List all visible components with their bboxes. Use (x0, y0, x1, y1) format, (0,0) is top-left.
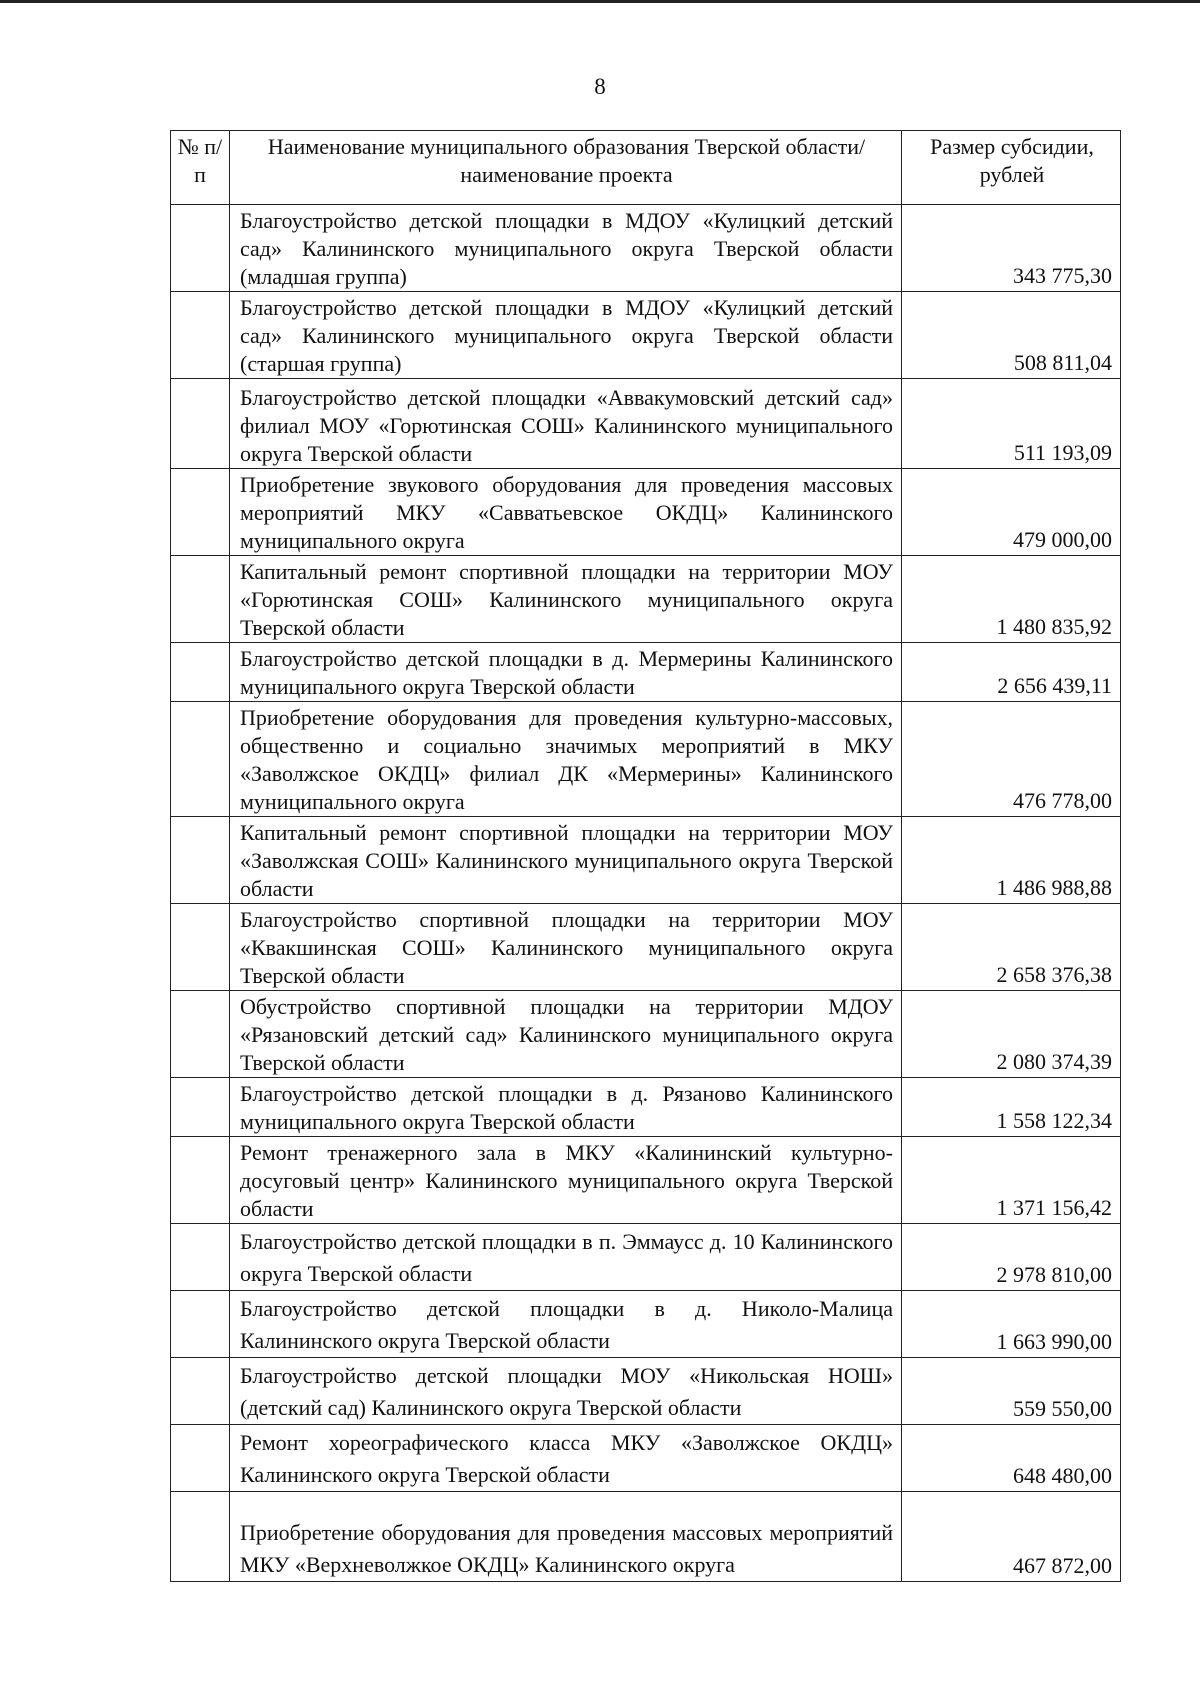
header-number (171, 131, 230, 205)
row-number-cell (171, 643, 230, 702)
project-name-cell (230, 292, 902, 379)
subsidy-amount: 479 000,00 (1013, 527, 1112, 552)
subsidy-amount-cell (902, 1224, 1121, 1291)
row-number-cell (171, 1492, 230, 1582)
table-row (171, 1224, 1121, 1291)
subsidy-amount: 467 872,00 (1013, 1553, 1112, 1578)
subsidy-amount-cell (902, 1425, 1121, 1492)
row-number-cell (171, 469, 230, 556)
project-name: Благоустройство детской площадки в п. Эммаусс д. 10 Калининского округа Тверской области (240, 1229, 893, 1286)
subsidy-amount-cell (902, 702, 1121, 817)
project-name: Благоустройство детской площадки в МДОУ «Кулицкий детский сад» Калининского муниципального округа Тверской области (старшая группа) (240, 295, 893, 376)
table-row (171, 1291, 1121, 1358)
table-row (171, 904, 1121, 991)
header-amount-label: Размер субсидии, рублей (930, 134, 1094, 187)
row-number-cell (171, 292, 230, 379)
subsidy-amount-cell (902, 556, 1121, 643)
subsidy-amount-cell (902, 205, 1121, 292)
project-name: Благоустройство детской площадки в д. Рязаново Калининского муниципального округа Тверской области (240, 1081, 893, 1134)
table-row (171, 1078, 1121, 1137)
table-row (171, 991, 1121, 1078)
project-name: Благоустройство детской площадки в д. Мермерины Калининского муниципального округа Тверской области (240, 646, 893, 699)
table-row (171, 1492, 1121, 1582)
row-number-cell (171, 1425, 230, 1492)
project-name-cell (230, 205, 902, 292)
row-number-cell (171, 904, 230, 991)
project-name-cell (230, 1425, 902, 1492)
table-row (171, 643, 1121, 702)
row-number-cell (171, 379, 230, 469)
project-name-cell (230, 1492, 902, 1582)
row-number-cell (171, 1137, 230, 1224)
subsidy-amount: 2 658 376,38 (996, 962, 1112, 987)
subsidy-amount: 508 811,04 (1013, 350, 1112, 375)
subsidy-amount: 2 080 374,39 (996, 1049, 1112, 1074)
project-name-cell (230, 904, 902, 991)
subsidy-amount-cell (902, 817, 1121, 904)
subsidy-amount-cell (902, 1078, 1121, 1137)
row-number-cell (171, 702, 230, 817)
project-name: Капитальный ремонт спортивной площадки на территории МОУ «Горютинская СОШ» Калининского муниципального округа Тверской области (240, 559, 893, 640)
subsidy-amount-cell (902, 643, 1121, 702)
table-row (171, 379, 1121, 469)
table-row (171, 469, 1121, 556)
project-name-cell (230, 469, 902, 556)
project-name: Благоустройство спортивной площадки на территории МОУ «Квакшинская СОШ» Калининского муниципального округа Тверской области (240, 907, 893, 988)
table-body (171, 205, 1121, 1582)
table-row (171, 817, 1121, 904)
subsidy-amount: 1 486 988,88 (996, 875, 1112, 900)
subsidy-amount-cell (902, 1492, 1121, 1582)
subsidy-amount: 2 978 810,00 (996, 1262, 1112, 1287)
project-name: Благоустройство детской площадки в МДОУ «Кулицкий детский сад» Калининского муниципального округа Тверской области (младшая группа) (240, 208, 893, 289)
subsidy-amount: 1 663 990,00 (996, 1329, 1112, 1354)
project-name-cell (230, 991, 902, 1078)
subsidy-amount: 1 558 122,34 (996, 1108, 1112, 1133)
project-name-cell (230, 556, 902, 643)
page-number: 8 (594, 74, 606, 99)
row-number-cell (171, 1224, 230, 1291)
project-name: Благоустройство детской площадки МОУ «Никольская НОШ» (детский сад) Калининского округа Тверской области (240, 1363, 893, 1420)
project-name-cell (230, 1137, 902, 1224)
subsidy-amount-cell (902, 991, 1121, 1078)
row-number-cell (171, 1358, 230, 1425)
subsidy-amount: 1 480 835,92 (996, 614, 1112, 639)
project-name-cell (230, 1224, 902, 1291)
project-name: Ремонт хореографического класса МКУ «Заволжское ОКДЦ» Калининского округа Тверской области (240, 1430, 893, 1487)
row-number-cell (171, 1291, 230, 1358)
table-row (171, 1137, 1121, 1224)
subsidy-amount: 559 550,00 (1013, 1396, 1112, 1421)
project-name: Благоустройство детской площадки «Аввакумовский детский сад» филиал МОУ «Горютинская СОШ» Калининского муниципального округа Тверской области (240, 385, 893, 466)
project-name: Приобретение оборудования для проведения массовых мероприятий МКУ «Верхневолжкое ОКДЦ» Калининского округа (240, 1520, 893, 1577)
table-row (171, 1425, 1121, 1492)
header-name (230, 131, 902, 205)
subsidy-amount-cell (902, 1291, 1121, 1358)
row-number-cell (171, 556, 230, 643)
subsidy-amount-cell (902, 379, 1121, 469)
subsidy-amount-cell (902, 904, 1121, 991)
table-row (171, 205, 1121, 292)
project-name-cell (230, 702, 902, 817)
scan-top-edge (0, 0, 1200, 3)
subsidy-amount: 511 193,09 (1013, 440, 1112, 465)
project-name: Приобретение оборудования для проведения культурно-массовых, общественно и социально значимых мероприятий в МКУ «Заволжское ОКДЦ» филиал ДК «Мермерины» Калининского муниципального округа (240, 705, 893, 814)
header-name-label: Наименование муниципального образования Тверской области/наименование проекта (267, 134, 866, 187)
project-name: Обустройство спортивной площадки на территории МДОУ «Рязановский детский сад» Калининского муниципального округа Тверской области (240, 994, 893, 1075)
subsidy-amount: 648 480,00 (1013, 1463, 1112, 1488)
subsidy-amount-cell (902, 292, 1121, 379)
row-number (171, 1579, 229, 1581)
row-number-cell (171, 817, 230, 904)
project-name-cell (230, 1078, 902, 1137)
table-row (171, 556, 1121, 643)
table-row (171, 292, 1121, 379)
row-number-cell (171, 205, 230, 292)
project-name: Ремонт тренажерного зала в МКУ «Калининский культурно-досуговый центр» Калининского муниципального округа Тверской области (240, 1140, 893, 1221)
project-name: Приобретение звукового оборудования для проведения массовых мероприятий МКУ «Савватьевское ОКДЦ» Калининского муниципального округа (240, 472, 893, 553)
header-number-label: № п/п (177, 134, 223, 187)
subsidy-amount: 2 656 439,11 (997, 673, 1112, 698)
subsidy-amount-cell (902, 469, 1121, 556)
subsidy-table (170, 130, 1121, 1582)
subsidy-amount-cell (902, 1137, 1121, 1224)
project-name: Капитальный ремонт спортивной площадки на территории МОУ «Заволжская СОШ» Калининского муниципального округа Тверской области (240, 820, 893, 901)
project-name-cell (230, 1358, 902, 1425)
table-row (171, 1358, 1121, 1425)
project-name-cell (230, 1291, 902, 1358)
table-row (171, 702, 1121, 817)
project-name-cell (230, 643, 902, 702)
subsidy-amount: 343 775,30 (1013, 263, 1112, 288)
project-name-cell (230, 817, 902, 904)
header-amount (902, 131, 1121, 205)
project-name: Благоустройство детской площадки в д. Николо-Малица Калининского округа Тверской области (240, 1296, 893, 1353)
subsidy-amount: 476 778,00 (1013, 788, 1112, 813)
row-number-cell (171, 991, 230, 1078)
subsidy-amount: 1 371 156,42 (996, 1195, 1112, 1220)
subsidy-amount-cell (902, 1358, 1121, 1425)
table-header-row (171, 131, 1121, 205)
row-number-cell (171, 1078, 230, 1137)
project-name-cell (230, 379, 902, 469)
